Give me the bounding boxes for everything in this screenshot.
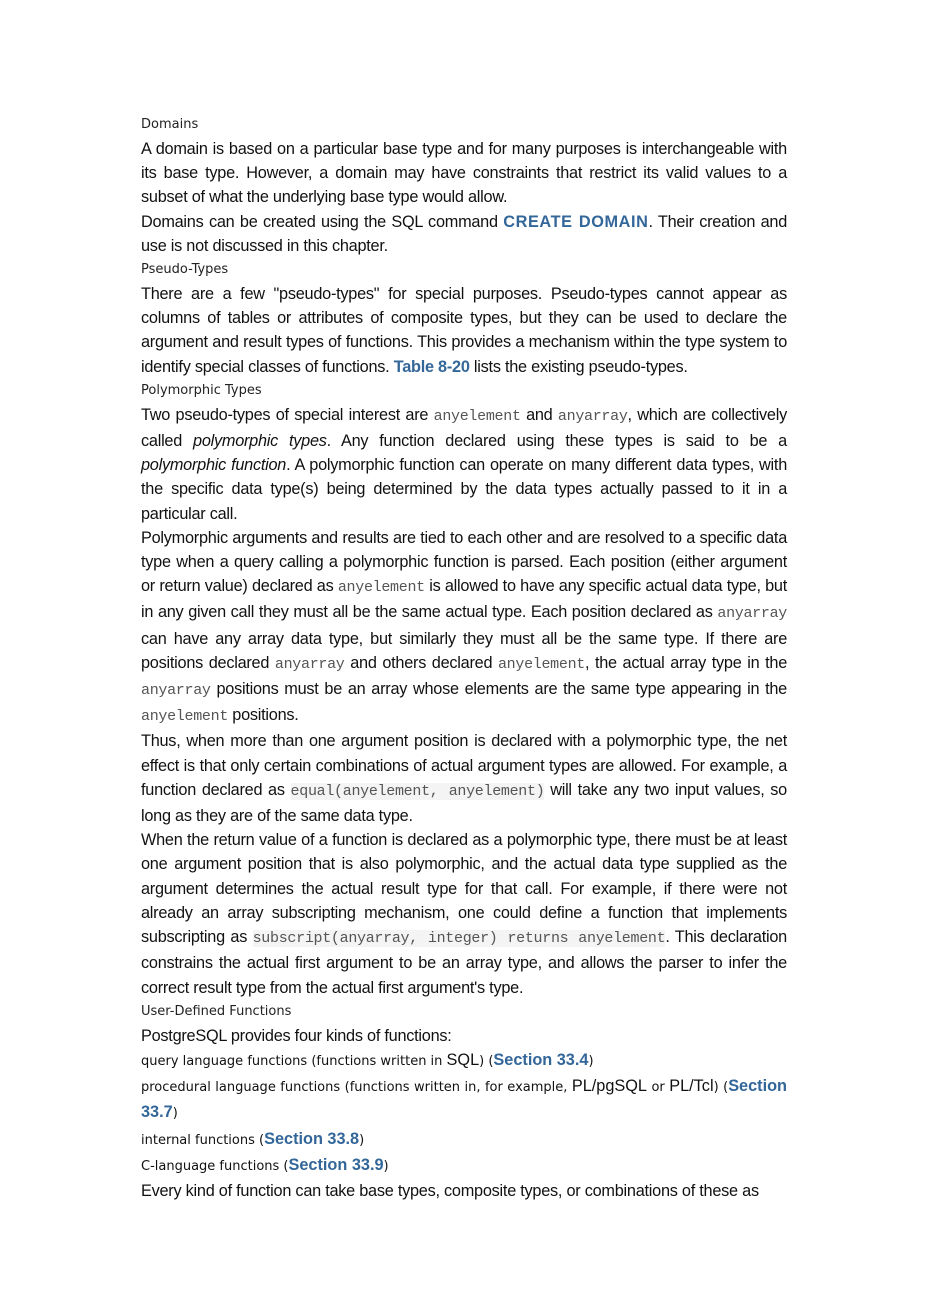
text: C-language functions ( bbox=[141, 1158, 289, 1174]
text: can have any array data type, but similarly they must all be the same type. If there are positions declared bbox=[141, 629, 787, 672]
text: ) ( bbox=[479, 1053, 494, 1069]
text: , the actual array type in the bbox=[584, 653, 788, 672]
section-33-8-link[interactable]: Section 33.8 bbox=[264, 1129, 360, 1148]
code-anyelement: anyelement bbox=[337, 579, 425, 597]
text: positions. bbox=[228, 706, 299, 725]
code-anyelement: anyelement bbox=[141, 708, 229, 726]
text: . Any function declared using these types is said to be a bbox=[326, 432, 787, 451]
code-anyelement: anyelement bbox=[433, 407, 521, 425]
code-equal-signature: equal(anyelement, anyelement) bbox=[290, 782, 545, 800]
text: Domains can be created using the SQL command bbox=[141, 212, 504, 231]
text-sql: SQL bbox=[446, 1050, 480, 1069]
text-plpgsql: PL/pgSQL bbox=[571, 1077, 647, 1096]
text: There are a few "pseudo-types" for special purposes. Pseudo-types cannot appear as columns of tables or attributes of composite types, but they can be used to declare the argument and result types of functions. This provides a mechanism within the type system to identify special classes of functions. bbox=[141, 285, 787, 376]
text: internal functions ( bbox=[141, 1132, 265, 1148]
text: ) bbox=[383, 1158, 389, 1174]
text: query language functions (functions written in bbox=[141, 1053, 447, 1069]
text: positions must be an array whose elements are the same type appearing in the bbox=[210, 680, 787, 699]
text: . A polymorphic function can operate on many different data types, with the specific data type(s) being determined by the data types actually passed to it in a particular call. bbox=[141, 456, 788, 523]
section-33-4-link[interactable]: Section 33.4 bbox=[493, 1050, 589, 1069]
code-anyarray: anyarray bbox=[717, 605, 787, 623]
text: procedural language functions (functions written in, for example, bbox=[141, 1080, 572, 1096]
text: Thus, when more than one argument position is declared with a polymorphic type, the net effect is that only certain combinations of actual argument types are allowed. For example, a function declared as bbox=[141, 732, 787, 799]
code-subscript-signature: subscript(anyarray, integer) returns anyelement bbox=[252, 930, 666, 948]
text: ) bbox=[359, 1132, 365, 1148]
text: and bbox=[520, 405, 558, 424]
heading-polymorphic-types: Polymorphic Types bbox=[141, 382, 262, 398]
pseudo-types-paragraph bbox=[141, 282, 787, 379]
text: lists the existing pseudo-types. bbox=[469, 357, 688, 376]
text: or bbox=[647, 1080, 670, 1096]
table-8-20-link[interactable]: Table 8-20 bbox=[393, 357, 470, 376]
list-item-c-language bbox=[141, 1153, 787, 1179]
text: ) ( bbox=[713, 1080, 729, 1096]
text: . This declaration constrains the actual first argument to be an array type, and allows the parser to infer the correct result type from the actual first argument's type. bbox=[141, 928, 787, 997]
text: , which are collectively called bbox=[141, 405, 787, 451]
heading-domains: Domains bbox=[141, 117, 199, 132]
code-anyarray: anyarray bbox=[274, 655, 345, 673]
text: ) bbox=[172, 1106, 178, 1122]
user-defined-intro: PostgreSQL provides four kinds of functions: bbox=[141, 1026, 452, 1045]
heading-pseudo-types: Pseudo-Types bbox=[141, 262, 229, 278]
user-defined-last-line: Every kind of function can take base types, composite types, or combinations of these as bbox=[141, 1181, 759, 1200]
polymorphic-paragraph-1 bbox=[141, 403, 787, 526]
text: Two pseudo-types of special interest are bbox=[141, 405, 434, 424]
text: will take any two input values, so long as they are of the same data type. bbox=[141, 780, 787, 826]
text: and others declared bbox=[344, 653, 498, 672]
code-anyelement: anyelement bbox=[497, 655, 585, 673]
section-33-7-link[interactable]: Section 33.7 bbox=[141, 1077, 787, 1122]
code-anyarray: anyarray bbox=[141, 682, 211, 700]
emphasis-polymorphic-types: polymorphic types bbox=[193, 432, 327, 451]
text-pltcl: PL/Tcl bbox=[669, 1077, 714, 1096]
code-anyarray: anyarray bbox=[557, 407, 628, 425]
heading-user-defined-functions: User-Defined Functions bbox=[141, 1003, 292, 1019]
domains-paragraph-1: A domain is based on a particular base type and for many purposes is interchangeable with its base type. However, a domain may have constraints that restrict its valid values to a subset of what the underlying base type would allow. bbox=[141, 140, 787, 207]
text: ) bbox=[588, 1053, 594, 1069]
create-domain-link[interactable]: CREATE DOMAIN bbox=[503, 212, 649, 231]
polymorphic-paragraph-2 bbox=[141, 526, 787, 730]
polymorphic-paragraph-3 bbox=[141, 729, 787, 828]
list-item-procedural-language bbox=[141, 1074, 787, 1126]
text: is allowed to have any specific actual data type, but in any given call they must all be the same actual type. Each position declared as bbox=[141, 577, 787, 622]
document-page bbox=[141, 113, 787, 1203]
text: Polymorphic arguments and results are tied to each other and are resolved to a specific data type when a query calling a polymorphic function is parsed. Each position (either argument or return value) declared as bbox=[141, 528, 787, 596]
polymorphic-paragraph-4 bbox=[141, 828, 787, 999]
text: When the return value of a function is declared as a polymorphic type, there must be at least one argument position that is also polymorphic, and the actual data type supplied as the argument determines the actual result type for that call. For example, if there were not already an array subscripting mechanism, one could define a function that implements subscripting as bbox=[141, 831, 787, 947]
text: . Their creation and use is not discussed in this chapter. bbox=[141, 212, 787, 255]
list-item-internal bbox=[141, 1127, 787, 1153]
emphasis-polymorphic-function: polymorphic function bbox=[141, 456, 287, 475]
list-item-query-language bbox=[141, 1048, 787, 1074]
domains-paragraph-2 bbox=[141, 210, 787, 258]
section-33-9-link[interactable]: Section 33.9 bbox=[288, 1155, 384, 1174]
